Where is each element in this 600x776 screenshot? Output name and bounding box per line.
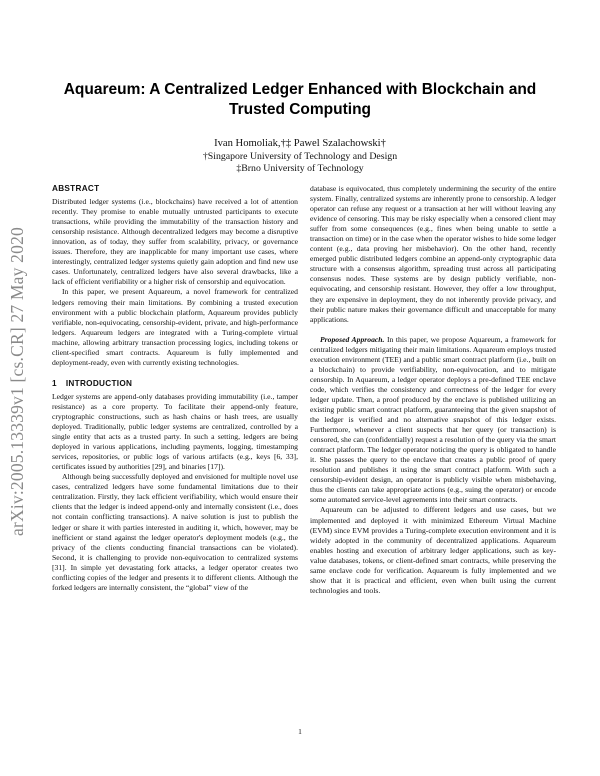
right-column	[310, 184, 556, 596]
abstract-paragraph-2: In this paper, we present Aquareum, a novel framework for centralized ledgers removing their main limitations. By combining a trusted execution environment with a public blockchain platform, Aquareum provides publicly verifiable, non-equivocating, censorship-evident, private, and high-performance ledgers. Aquareum ledgers are integrated with a Turing-complete virtual machine, allowing arbitrary transaction processing logics, including tokens or client-specified smart contracts. Aquareum is fully implemented and deployment-ready, even with currently existing technologies.	[52, 287, 298, 367]
author-names: Ivan Homoliak,†‡ Pawel Szalachowski†	[214, 138, 386, 149]
intro-paragraph-4: Aquareum can be adjusted to different ledgers and use cases, but we implemented and deployed it with minimized Ethereum Virtual Machine (EVM) since EVM provides a Turing-complete execution environment and it is widely adopted in the community of decentralized applications. Aquareum enables hosting and execution of arbitrary ledger applications, such as key-value databases, tokens, or client-defined smart contracts, while preserving the same enclave code for verification. Aquareum is fully implemented and we show that it is practical and efficient, even when built using the current technologies and tools.	[310, 505, 556, 595]
intro-paragraph-2: Although being successfully deployed and envisioned for multiple novel use cases, centralized ledgers have some fundamental limitations due to their centralization. Firstly, they lack efficient verifiability, which would ensure their clients that the ledger is indeed append-only and internally consistent (i.e., does not contain conflicting transactions). A naive solution is just to publish the ledger or share it with parties interested in auditing it, which, however, may be inefficient or stand against the ledger operator's deployment models (e.g., the privacy of the clients conducting financial transactions can be violated). Second, it is challenging to provide non-equivocation to centralized systems [31]. In simple yet devastating fork attacks, a ledger operator creates two conflicting copies of the ledger and presents it to different clients. Although the forked ledgers are internally consistent, the “global” view of the	[52, 472, 298, 592]
author-block	[40, 138, 560, 175]
proposed-approach-paragraph	[310, 335, 556, 506]
affiliation-brno: ‡Brno University of Technology	[236, 163, 364, 174]
abstract-paragraph-1: Distributed ledger systems (i.e., blockchains) have received a lot of attention recently. They promise to enable mutually untrusted participants to execute transactions, while providing the immutability of the transaction history and censorship resistance. Although decentralized ledgers may become a disruptive innovation, as of today, they suffer from scalability, privacy, or governance issues. Therefore, they are inapplicable for many important use cases, where interestingly, centralized ledger systems quietly gain adoption and find new use cases. Unfortunately, centralized ledgers have also several drawbacks, like a lack of efficient verifiability or a higher risk of censorship and equivocation.	[52, 197, 298, 287]
intro-paragraph-1: Ledger systems are append-only databases providing immutability (i.e., tamper resistance) as a core property. To facilitate their append-only feature, cryptographic constructions, such as hash chains or hash trees, are usually deployed. Traditionally, public ledger systems are centralized, controlled by a single entity that acts as a trusted party. In such a setting, ledgers are being deployed in various applications, including payments, logging, timestamping services, repositories, or public logs of various artifacts (e.g., keys [6, 33], certificates issued by authorities [29], and binaries [17]).	[52, 391, 298, 472]
paragraph-gap	[310, 325, 556, 335]
section-number: 1	[52, 378, 57, 388]
intro-paragraph-2-continued: database is equivocated, thus completely undermining the security of the entire system. Finally, centralized systems are inherently prone to censorship. A ledger operator can refuse any request or a transaction at her will without leaving any evidence of censoring. This may be risky especially when a censored client may suffer from some consequences (e.g., fines when being unable to settle a transaction on time) or in the case when the operator wishes to hide some ledger content (e.g., data proving her misbehavior). On the other hand, recently emerged public distributed ledgers combine an append-only cryptographic data structure with a consensus algorithm, spreading trust across all participating consensus nodes. These systems are by design publicly verifiable, non-equivocating, and censorship resistant. However, they offer a low throughput, they are expensive in deployment, they do not inherently provide privacy, and their public nature makes their governance difficult and unacceptable for many applications.	[310, 184, 556, 324]
affiliation-singapore: †Singapore University of Technology and Design	[202, 151, 398, 162]
introduction-heading	[52, 379, 298, 389]
left-column	[52, 184, 298, 593]
proposed-approach-text: In this paper, we propose Aquareum, a framework for centralized ledgers mitigating their main limitations. Aquareum employs trusted execution environment (TEE) and a public smart contract platform (i.e., built on a blockchain) to provide verifiability, non-equivocation, and to mitigate censorship. In Aquareum, a ledger operator deploys a pre-defined TEE enclave code, which verifies the consistency and correctness of the ledger for every ledger update. Then, a proof produced by the enclave is published utilizing an existing public smart contract platform, guaranteeing that the given snapshot of the ledger is verified and no alternative snapshot of this ledger exists. Furthermore, whenever a client suspects that her query (or transaction) is censored, she can (confidentially) request a resolution of the query via the smart contract platform. The ledger operator noticing the query is obligated to handle it. She passes the query to the enclave that creates a public proof of query resolution and publishes it using the smart contract platform. With such a censorship-evident design, an operator is publicly visible when misbehaving, thus the clients can take appropriate actions (e.g., suing the operator) or encode some automated service-level agreements into their smart contracts.	[310, 334, 556, 505]
arxiv-identifier-margin	[6, 188, 28, 574]
arxiv-identifier[interactable]: arXiv:2005.13339v1 [cs.CR] 27 May 2020	[6, 226, 27, 536]
paper-title: Aquareum: A Centralized Ledger Enhanced with Blockchain and Trusted Computing	[63, 81, 537, 118]
abstract-heading: ABSTRACT	[52, 184, 100, 193]
section-title: INTRODUCTION	[65, 378, 133, 388]
proposed-approach-label: Proposed Approach.	[320, 334, 385, 344]
page-number: 1	[298, 727, 302, 736]
